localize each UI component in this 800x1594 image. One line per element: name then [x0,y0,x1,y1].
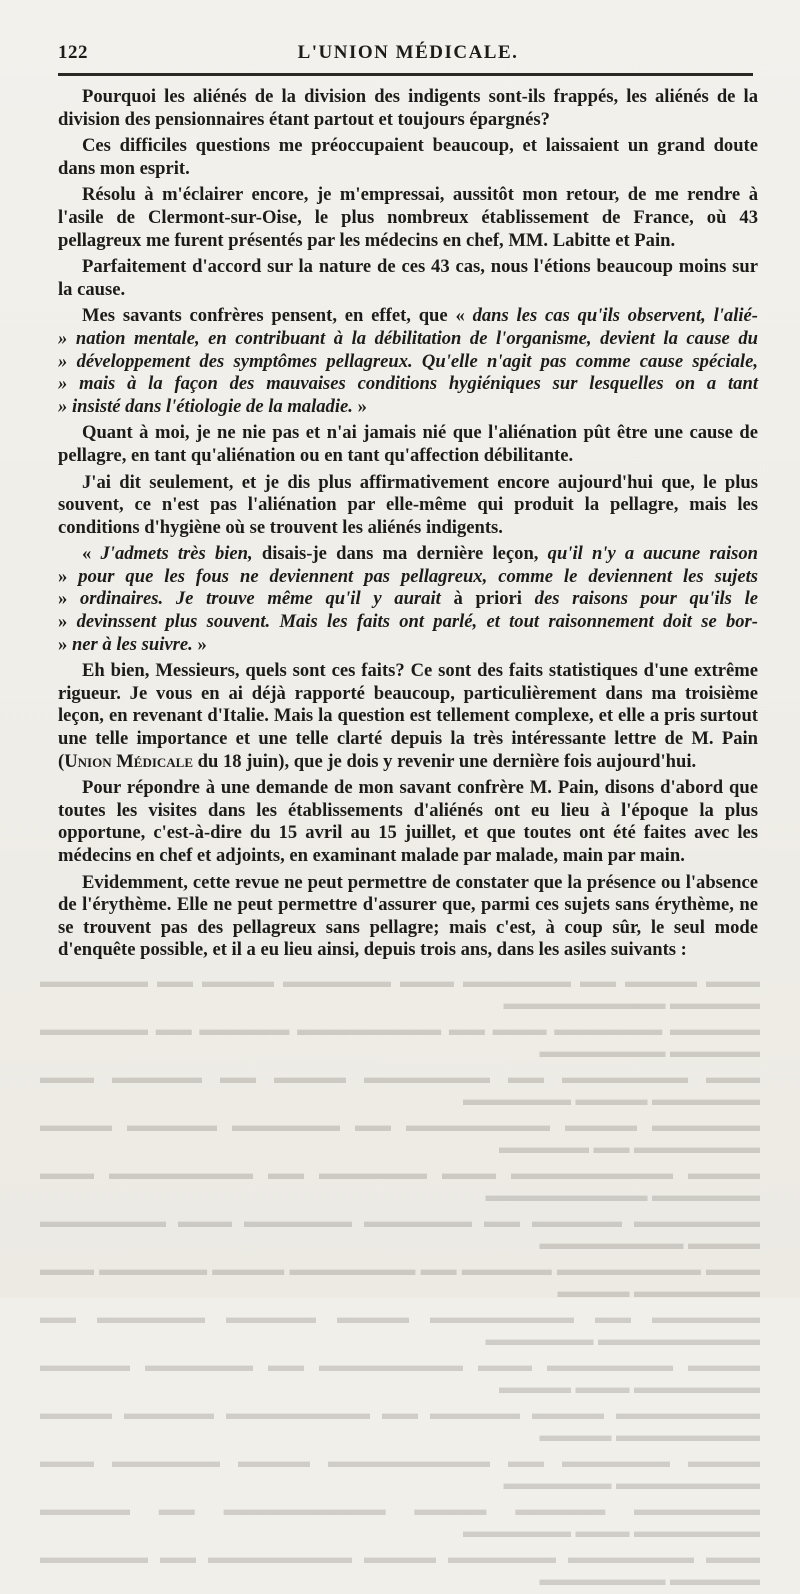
quote-text: « [82,543,101,565]
quote-line [58,566,758,589]
journal-name: Union Médicale [64,750,194,772]
quote-text: » [352,395,367,417]
quote-text: » [192,633,207,655]
paragraph: Ces difficiles questions me préoccupaient beaucoup, et laissaient un grand doute dans mon esprit. [58,135,758,179]
block-quote [58,543,758,656]
paragraph: J'ai dit seulement, et je dis plus affirmativement encore aujourd'hui que, le plus souvent, ce n'est pas l'aliénation par elle-même qui produit la pellagre, mais les conditions d'hygiène où se trouvent les aliénés indigents. [58,471,758,538]
quote-text: » mais à la façon des mauvaises conditions hygiéniques sur lesquelles on a tant [58,373,758,395]
page-number: 122 [58,42,88,63]
quote-text: dans les cas qu'ils observent, l'alié- [472,305,758,327]
quote-line [58,351,758,374]
quote-text: devinssent plus souvent. Mais les faits ont parlé, et tout raisonnement doit se bor- [76,611,758,633]
paragraph: Résolu à m'éclairer encore, je m'empressai, aussitôt mon retour, de me rendre à l'asile de Clermont-sur-Oise, le plus nombreux établissement de France, où 43 pellagreux me furent présentés par les médecins en chef, MM. Labitte et Pain. [58,184,758,251]
quote-text: » insisté dans l'étiologie de la maladie. [58,395,353,417]
quote-line [58,396,758,419]
quote-line [58,543,758,566]
quote-text: » [58,611,77,633]
paragraph-text: du 18 juin), que je dois y revenir une dernière fois aujourd'hui. [193,750,697,772]
quote-text: » [58,565,79,587]
quote-text: J'admets très bien, [100,543,253,565]
block-quote [58,305,758,418]
quote-text: qu'il n'y a aucune raison [547,543,759,565]
quote-text: » développement des symptômes pellagreux. Qu'elle n'agit pas comme cause spéciale, [58,350,758,372]
quote-text: » [58,588,80,610]
paragraph: Evidemment, cette revue ne peut permettre de constater que la présence ou l'absence de l'érythème. Elle ne peut permettre d'assurer que, parmi ces sujets sans érythème, ne se trouvent pas des pellagreux sans pellagre; mais c'est, à coup sûr, le seul mode d'enquête possible, et il a eu lieu ainsi, depuis trois ans, dans les asiles suivants : [58,871,758,961]
quote-text: pour que les fous ne deviennent pas pellagreux, comme le deviennent les sujets [78,565,758,587]
quote-text: des raisons pour qu'ils le [534,588,759,610]
paragraph: Pourquoi les aliénés de la division des indigents sont-ils frappés, les aliénés de la division des pensionnaires étant partout et toujours épargnés? [58,86,758,130]
page-header [58,38,758,68]
paragraph: Pour répondre à une demande de mon savant confrère M. Pain, disons d'abord que toutes les visites dans les établissements d'aliénés ont eu lieu à l'époque la plus opportune, c'est-à-dire du 15 avril au 15 juillet, et que toutes ont été faites avec les médecins en chef et adjoints, en examinant malade par malade, main par main. [58,777,758,866]
running-title: L'UNION MÉDICALE. [297,42,519,63]
quote-text: » nation mentale, en contribuant à la débilitation de l'organisme, devient la cause du [58,327,758,349]
quote-text: à priori [440,588,535,610]
quote-text: Mes savants confrères pensent, en effet, que « [82,305,473,327]
paragraph: Parfaitement d'accord sur la nature de ces 43 cas, nous l'étions beaucoup moins sur la cause. [58,256,758,300]
quote-text: » [58,633,72,655]
quote-text: disais-je dans ma dernière leçon, [252,543,548,565]
paragraph [58,660,758,773]
quote-line [58,611,758,634]
quote-line [58,588,758,611]
header-rule [58,73,753,76]
quote-line [58,373,758,396]
quote-text: ordinaires. Je trouve même qu'il y aurait [80,588,441,610]
quote-line [58,634,758,657]
paragraph-text: Eh bien, Messieurs, quels sont ces faits? Ce sont des faits statistiques d'une extrême rigueur. Je vous en ai déjà rapporté beaucoup, particulièrement dans ma troisième leçon, en revenant d'Italie. Mais la question est tellement complexe, et elle a pris surtout une telle importance et une telle clarté depuis la très intéressante lettre de M. Pain ( [58,660,758,772]
quote-line [58,305,758,328]
quote-text: ner à les suivre. [71,633,193,655]
show-through-texture: ▬▬▬ ▬▬▬▬ ▬▬ ▬▬▬▬▬▬ ▬▬▬ ▬▬▬▬▬▬ ▬▬▬▬ ▬▬ ▬▬▬▬▬▬ ▬▬▬▬▬ ▬▬▬▬▬▬▬▬▬ ▬▬▬▬▬ ▬▬▬▬▬▬ ▬▬▬ ▬▬ ▬▬▬▬▬▬▬▬ ▬▬▬▬▬ ▬▬ ▬▬▬▬▬▬ ▬▬▬▬▬ ▬▬▬▬▬▬▬ ▬▬▬ ▬▬▬▬▬▬▬ ▬▬ ▬▬▬▬▬▬▬ ▬▬▬▬ ▬▬ ▬▬▬▬▬ ▬▬▬ ▬▬▬▬▬▬ ▬▬▬▬ ▬▬▬▬▬▬ ▬▬▬▬▬▬ ▬▬▬▬ ▬▬▬▬▬▬▬▬ ▬▬ ▬▬▬▬▬▬ ▬▬▬▬▬ ▬▬▬▬ ▬▬▬▬▬▬▬ ▬▬ ▬▬▬▬▬ ▬▬▬▬ ▬▬▬▬▬▬▬▬▬ ▬▬▬ ▬▬▬▬▬▬ ▬▬ ▬▬▬▬▬▬▬▬ ▬▬▬ ▬▬▬▬▬▬ ▬▬▬▬▬▬▬▬▬ ▬▬▬▬▬▬▬ ▬▬▬▬▬ ▬▬ ▬▬▬▬▬▬ ▬▬▬▬▬▬ ▬▬▬ ▬▬▬▬▬▬▬ ▬▬▬▬ ▬▬▬▬▬▬▬▬ ▬▬▬ ▬▬▬▬▬▬▬▬ ▬▬▬▬▬ ▬▬ ▬▬▬▬▬▬▬ ▬▬▬▬ ▬▬▬▬▬▬ ▬▬▬ ▬▬▬▬▬▬▬ ▬▬▬▬ ▬▬▬▬▬▬ ▬▬ ▬▬▬▬▬▬▬▬ ▬▬▬▬ ▬▬▬▬▬ ▬▬▬▬▬▬ ▬▬ ▬▬▬▬▬▬▬▬▬ ▬▬▬▬▬▬ ▬▬▬▬ ▬▬▬▬▬▬▬ ▬▬▬ ▬▬▬▬▬▬▬▬ ▬▬ ▬▬▬▬▬▬ ▬▬▬▬▬ ▬▬▬▬▬▬▬ ▬▬▬ ▬▬▬▬ ▬▬▬▬▬▬▬▬ ▬▬▬▬ ▬▬▬▬▬ ▬▬ ▬▬▬▬▬▬▬▬ ▬▬▬▬▬ ▬▬▬▬ ▬▬▬▬▬▬▬▬ ▬▬▬▬ ▬▬▬▬ ▬▬▬▬▬▬ ▬▬ ▬▬▬▬▬▬▬▬▬ ▬▬▬▬ ▬▬▬▬▬▬ ▬▬▬ ▬▬▬▬▬▬▬▬ ▬▬▬▬▬▬ ▬▬▬▬▬▬▬ ▬▬▬▬▬ ▬▬▬▬ ▬▬▬▬▬▬▬▬▬ ▬▬ ▬▬▬▬▬ ▬▬▬▬▬▬▬ ▬▬▬ ▬▬▬▬▬▬ ▬▬▬ ▬▬▬▬▬▬▬ ▬▬▬▬▬▬ ▬▬▬▬ ▬▬▬▬▬▬▬▬ ▬▬ ▬▬▬▬▬▬ ▬▬▬▬▬ ▬▬▬▬▬▬▬ [40,971,760,1589]
article-body [58,86,758,966]
paragraph: Quant à moi, je ne nie pas et n'ai jamais nié que l'aliénation pût être une cause de pellagre, en tant qu'aliénation ou en tant qu'affection débilitante. [58,422,758,466]
quote-line [58,328,758,351]
